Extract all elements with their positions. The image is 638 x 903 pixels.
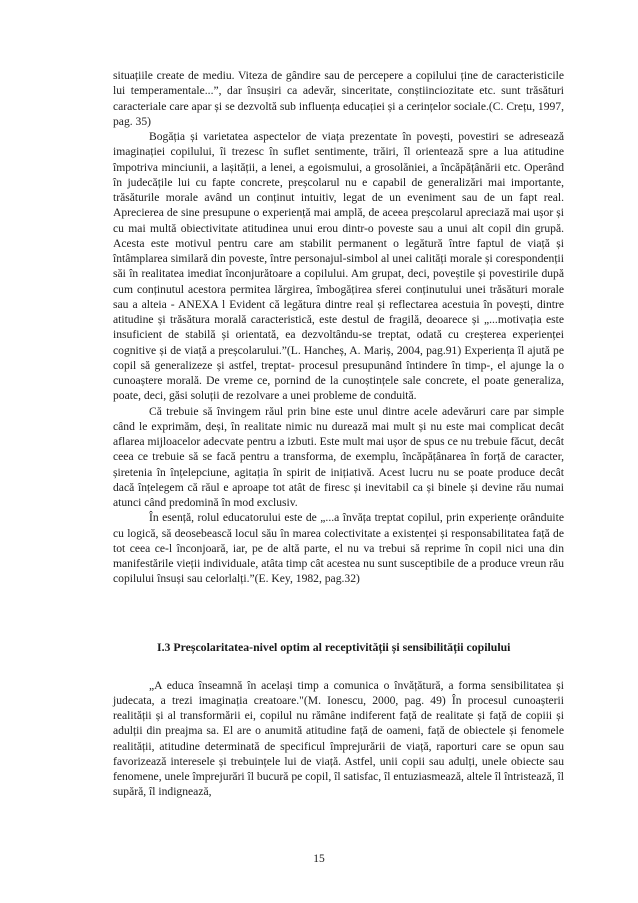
heading-spacer [113,655,564,678]
paragraph-continuation: situațiile create de mediu. Viteza de gândire sau de percepere a copilului ține de caracteristicile lui temperamentale...”, dar însușiri ca adevăr, sinceritate, conștiinciozitate etc. sunt trăsături caracteriale care apar și se dezvoltă sub influența educației și a cerințelor sociale.(C. Crețu, 1997, pag. 35) [113,69,564,128]
page-body [113,68,564,800]
page-number: 15 [313,853,325,865]
paragraph-educator-role: În esență, rolul educatorului este de „...a învăța treptat copilul, prin experiențe orânduite cu logică, să deosebească locul său în marea colectivitate a existenței și responsabilitatea față de tot ceea ce-l înconjoară, iar, pe de altă parte, el nu va trebui să reprime în copil nici una din manifestările vieții individuale, atâta timp cât acestea nu sunt susceptibile de a produce vreun rău copilului însuși sau celorlalți.”(E. Key, 1982, pag.32) [113,511,564,586]
section-spacer [113,587,564,640]
paragraph-section-intro: „A educa înseamnă în același timp a comunica o învățătură, a forma sensibilitatea și judecata, a trezi imaginația creatoare."(M. Ionescu, 2000, pag. 49) În procesul cunoașterii realității și al transformării ei, copilul nu rămâne indiferent față de realitate și față de copiii și adulții din preajma sa. El are o anumită atitudine față de oameni, față de obiectele și fenomele realității, atitudine determinată de specificul împrejurării de viață, raporturi care se opun sau favorizează interesele și trebuințele lui de viață. Astfel, unii copii sau adulți, unele obiecte sau fenomene, unele împrejurări îl bucură pe copil, îl satisfac, îl entuziasmează, altele îl întristează, îl supără, îl indignează, [113,678,565,799]
paragraph-good-over-evil: Că trebuie să învingem răul prin bine este unul dintre acele adevăruri care par simple când le exprimăm, deși, în realitate nimic nu durează mai mult și nu este mai complicat decât aflarea mijloacelor adecvate pentru a izbuti. Este mult mai ușor de spus ce nu trebuie făcut, decât ceea ce trebuie să se facă pentru a transforma, de exemplu, încăpățânarea în forță de caracter, șiretenia în înțelepciune, agitația în spirit de inițiativă. Acest lucru nu se poate produce decât dacă înțelegem că răul e aproape tot atât de firesc și inevitabil ca și binele și devine rău numai atunci când predomină în mod exclusiv. [113,404,564,509]
section-heading: I.3 Preșcolaritatea-nivel optim al receptivității și sensibilității copilului [157,639,511,654]
paragraph-stories-moral: Bogăția și varietatea aspectelor de viața prezentate în povești, povestiri se adresează imaginației copilului, îi trezesc în suflet sentimente, trăiri, îl orientează spre a lua atitudine împotriva minciunii, a lașității, a lenei, a egoismului, a grosolăniei, a încăpățânării etc. Operând în judecățile lui cu fapte concrete, preșcolarul nu e capabil de generalizări mai importante, trăsăturile morale având un conținut intuitiv, legat de un eveniment sau de un fapt real. Aprecierea de sine presupune o experiență mai amplă, de aceea preșcolarul apreciază mai ușor și cu mai multă obiectivitate atitudinea unui erou dintr-o poveste sau a unui alt copil din grupă. Acesta este motivul pentru care am stabilit permanent o legătură între faptul de viață și întâmplarea similară din poveste, între personajul-simbol al unei calități morale și corespondenții săi în realitatea imediat înconjurătoare a copilului. Am grupat, deci, poveștile și povestirile după cum conținutul acestora permitea lărgirea, îmbogățirea sferei conținutului unei trăsături morale sau a alteia - ANEXA l Evident că legătura dintre real și reflectarea acestuia în povești, dintre atitudine și trăsătura morală caracteristică, este destul de fragilă, deoarece și „...motivația este insuficient de stabilă și orientată, ea dezvoltându-se treptat, odată cu creșterea experienței cognitive și de viață a preșcolarului.”(L. Hancheș, A. Mariș, 2004, pag.91) Experiența îl ajută pe copil să generalizeze și astfel, treptat- procesul presupunând întindere în timp-, el ajunge la o cunoaștere morală. De vreme ce, pornind de la cunoștințele sale concrete, el poate generaliza, poate, deci, găsi soluții de rezolvare a unei probleme de conduită. [113,130,564,403]
